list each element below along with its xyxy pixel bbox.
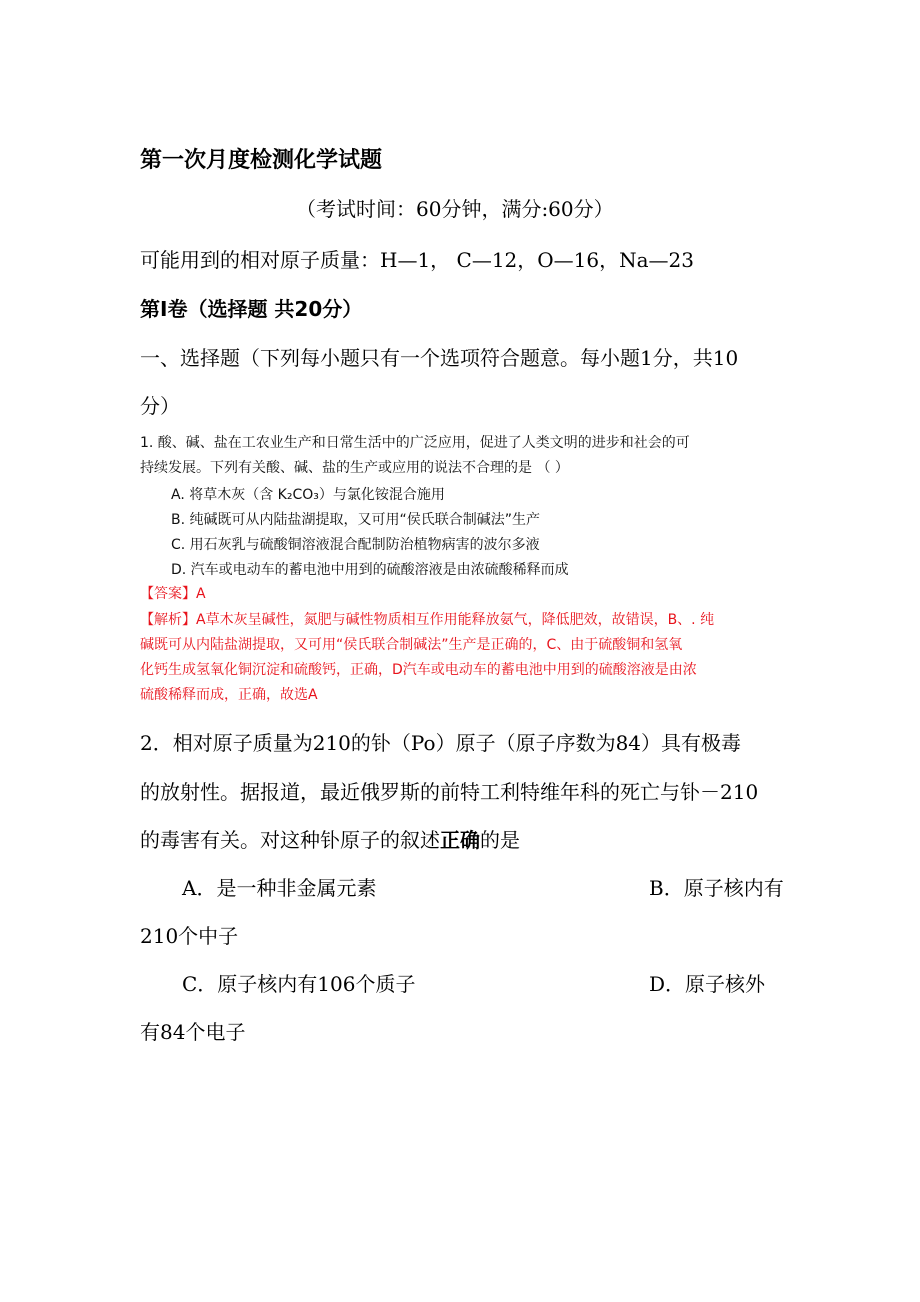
q1-stem-line1: 1. 酸、碱、盐在工农业生产和日常生活中的广泛应用，促进了人类文明的进步和社会的可: [140, 435, 690, 451]
part-heading: 第Ⅰ卷（选择题 共20分）: [140, 297, 363, 321]
q1-analysis-line3: 化钙生成氢氧化铜沉淀和硫酸钙，正确，D汽车或电动车的蓄电池中用到的硫酸溶液是由浓: [140, 662, 697, 678]
exam-info: （考试时间：60分钟，满分:60分）: [296, 197, 614, 221]
section-instruction-line2: 分）: [140, 394, 180, 418]
q2-line2: 的放射性。据报道，最近俄罗斯的前特工利特维年科的死亡与钋－210: [140, 780, 759, 804]
page-title: 第一次月度检测化学试题: [140, 148, 383, 173]
q1-analysis-line1: 【解析】A草木灰呈碱性，氮肥与碱性物质相互作用能释放氨气，降低肥效，故错误，B、. 纯: [140, 612, 715, 628]
q2-option-d: D．原子核外: [649, 972, 766, 996]
q2-option-b-cont: 210个中子: [140, 924, 239, 948]
q2-option-b: B．原子核内有: [649, 876, 784, 900]
q2-option-d-cont: 有84个电子: [140, 1020, 246, 1044]
q2-line3-suffix: 的是: [480, 828, 520, 852]
atomic-masses: 可能用到的相对原子质量：H—1， C—12，O—16，Na—23: [140, 248, 694, 272]
q1-answer: 【答案】A: [140, 586, 206, 602]
q2-line3-prefix: 的毒害有关。对这种钋原子的叙述: [140, 828, 440, 852]
q1-option-d: D. 汽车或电动车的蓄电池中用到的硫酸溶液是由浓硫酸稀释而成: [171, 562, 569, 578]
q1-stem-line2: 持续发展。下列有关酸、碱、盐的生产或应用的说法不合理的是 （ ）: [140, 460, 569, 476]
q2-option-a: A．是一种非金属元素: [182, 876, 377, 900]
section-instruction-line1: 一、选择题（下列每小题只有一个选项符合题意。每小题1分，共10: [140, 346, 739, 370]
q2-line3-emphasis: 正确: [440, 828, 480, 852]
question1-block: [138, 432, 798, 708]
q1-analysis-line2: 碱既可从内陆盐湖提取，又可用“侯氏联合制碱法”生产是正确的，C、由于硫酸铜和氢氧: [140, 637, 683, 653]
q2-line1: 2．相对原子质量为210的钋（Po）原子（原子序数为84）具有极毒: [140, 731, 742, 755]
q1-option-a: A. 将草木灰（含 K₂CO₃）与氯化铵混合施用: [171, 487, 445, 503]
q1-analysis-line4: 硫酸稀释而成，正确，故选A: [140, 687, 318, 703]
q2-option-c: C．原子核内有106个质子: [182, 972, 416, 996]
q1-option-b: B. 纯碱既可从内陆盐湖提取，又可用“侯氏联合制碱法”生产: [171, 512, 541, 528]
q2-line3: [140, 824, 520, 853]
q1-option-c: C. 用石灰乳与硫酸铜溶液混合配制防治植物病害的波尔多液: [171, 537, 540, 553]
